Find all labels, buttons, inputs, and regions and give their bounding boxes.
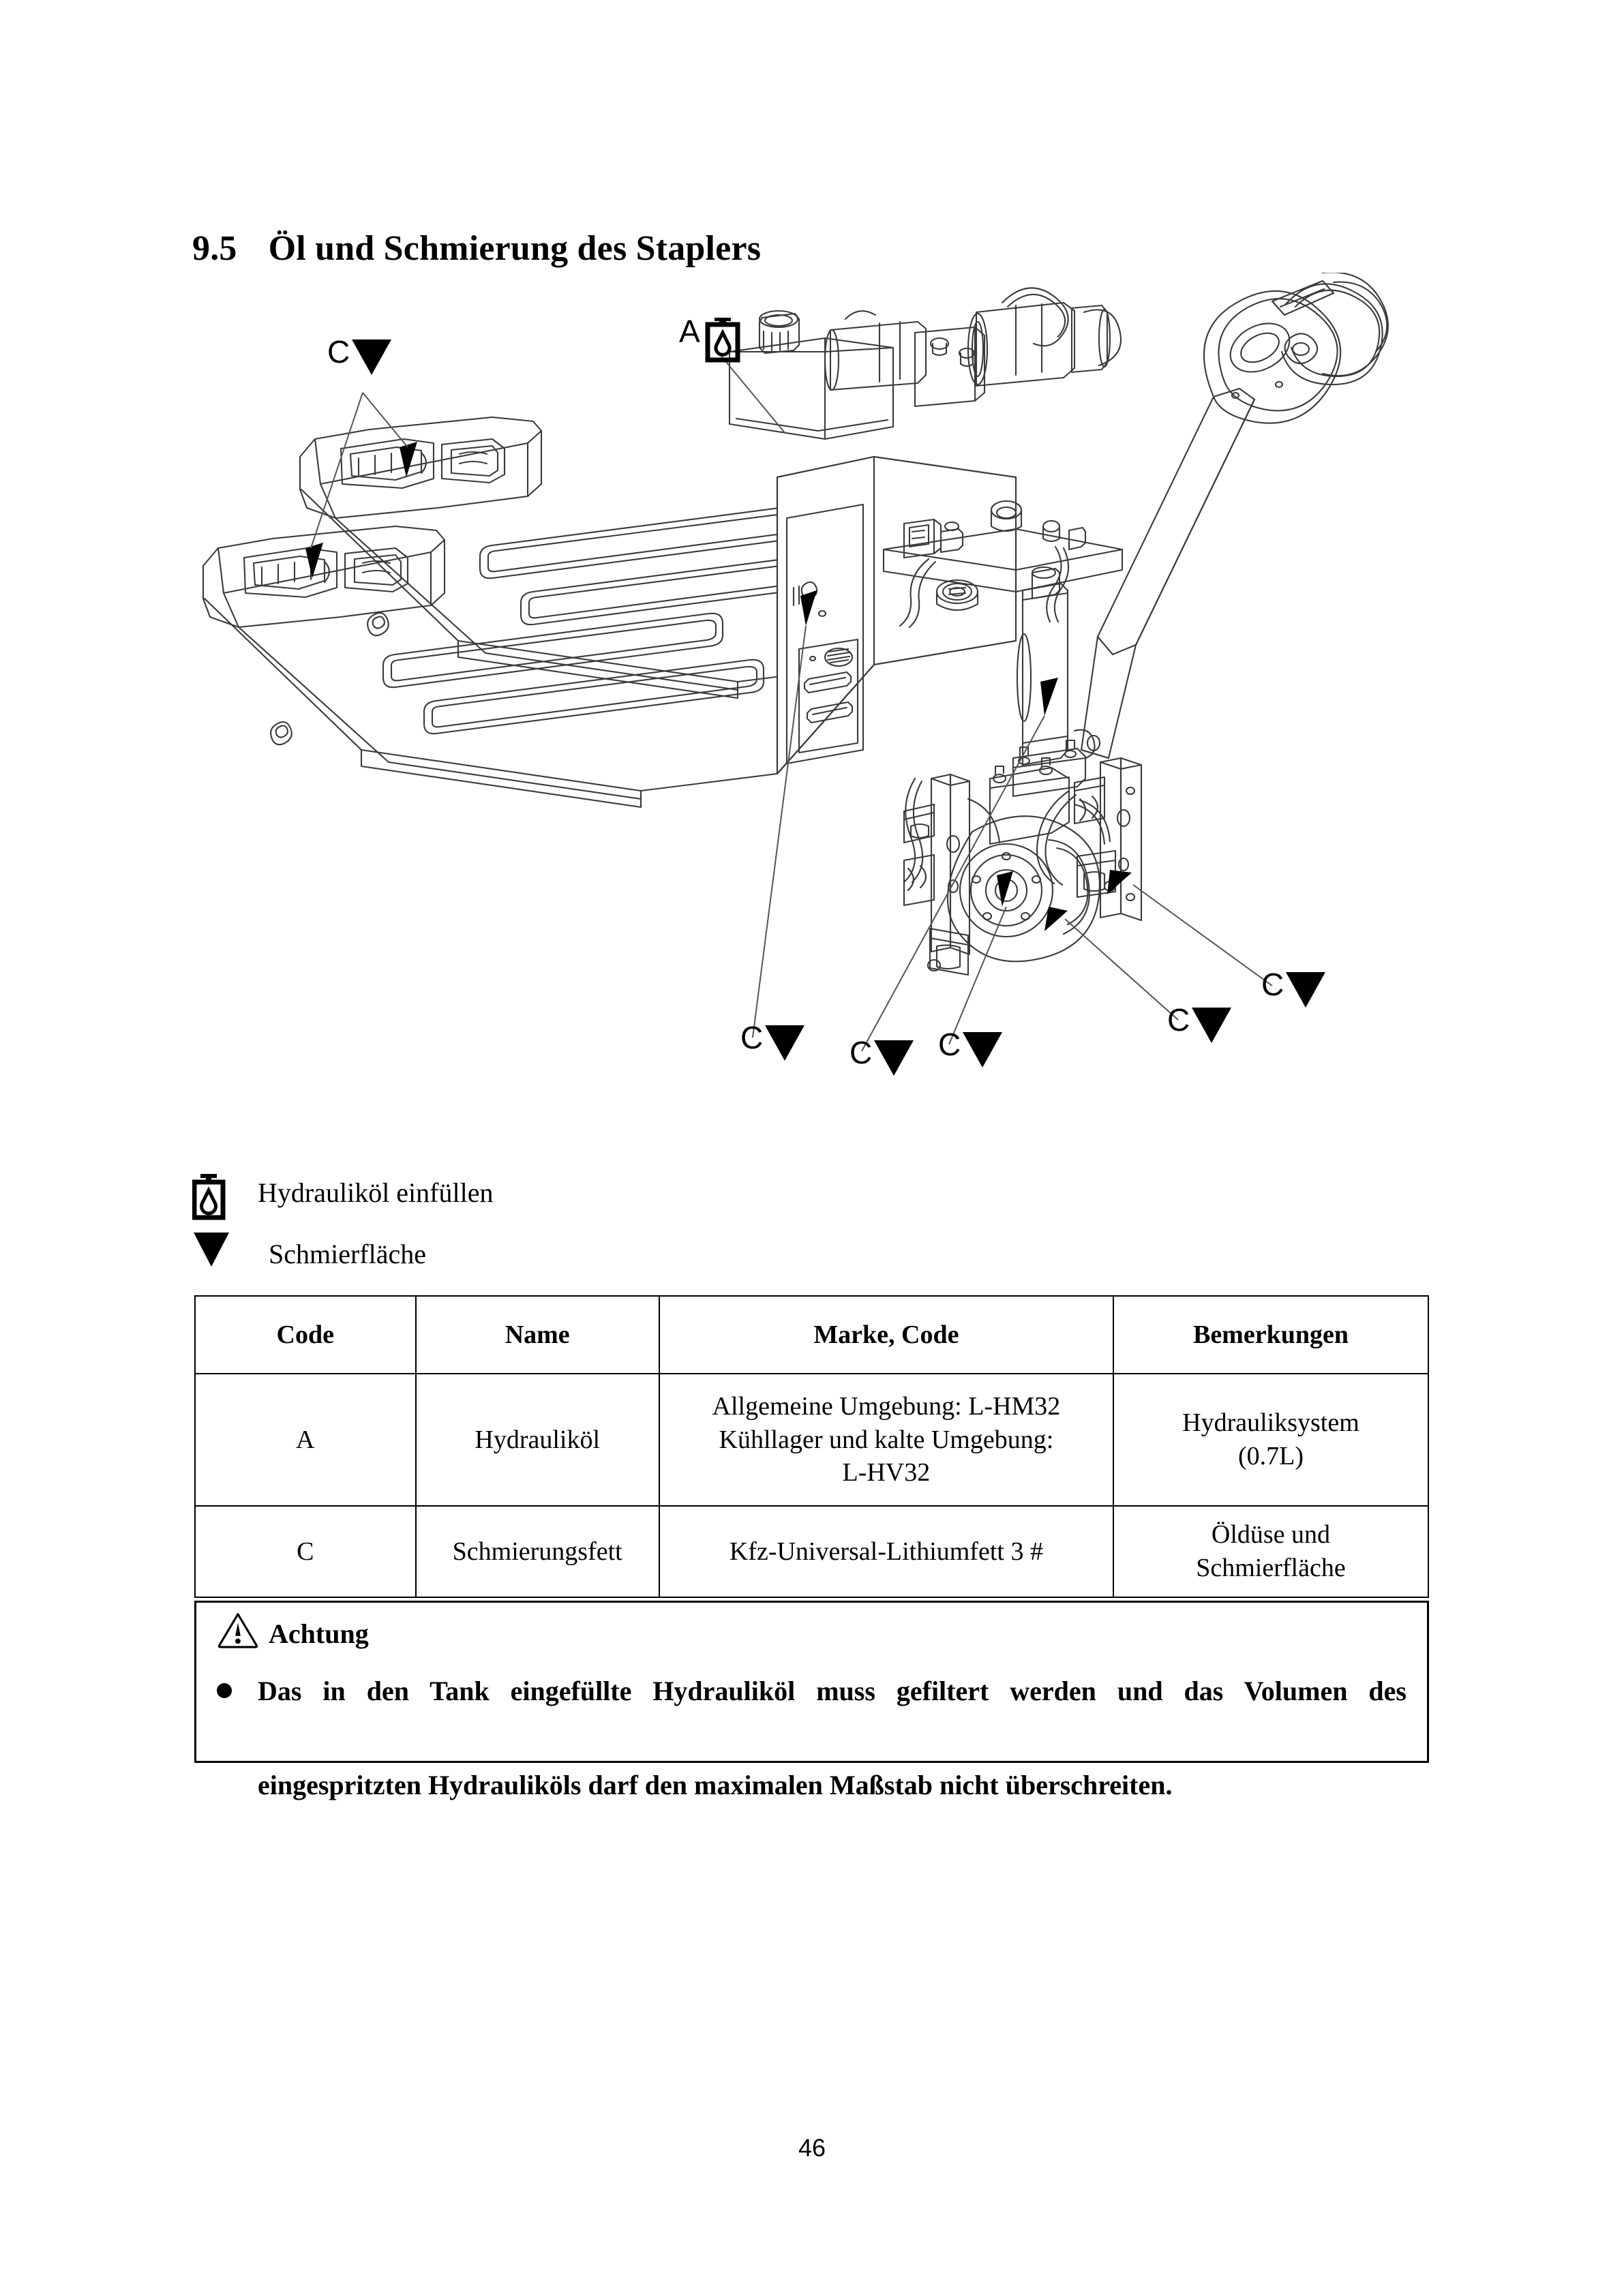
page-title bbox=[192, 228, 761, 269]
lubricant-spec-table bbox=[194, 1295, 1429, 1598]
bemerkung-line-1: Öldüse und bbox=[1211, 1520, 1331, 1550]
warning-triangle-icon bbox=[217, 1611, 259, 1649]
marke-line-1: Allgemeine Umgebung: L-HM32 bbox=[712, 1392, 1061, 1421]
bemerkung-line-1: Hydrauliksystem bbox=[1182, 1408, 1359, 1438]
warning-text-line-1: Das in den Tank eingefüllte Hydrauliköl muss gefiltert werden und das Volumen des bbox=[258, 1676, 1407, 1706]
figure-callout-c-4 bbox=[938, 1027, 1002, 1068]
heading-number: 9.5 bbox=[192, 228, 237, 268]
heading-text: Öl und Schmierung des Staplers bbox=[268, 228, 762, 268]
figure-callout-c-1 bbox=[327, 334, 391, 375]
figure-legend bbox=[192, 1174, 1283, 1288]
figure-callout-letter-c: C bbox=[849, 1035, 873, 1070]
bemerkung-line-2: Schmierfläche bbox=[1196, 1554, 1346, 1582]
legend-item-lubrication bbox=[192, 1231, 1283, 1288]
figure-callout-c-6 bbox=[740, 1020, 805, 1061]
legend-label-oil-fill: Hydrauliköl einfüllen bbox=[258, 1177, 494, 1208]
cell-code: C bbox=[195, 1506, 416, 1597]
table-header-code: Code bbox=[195, 1296, 416, 1374]
bemerkung-line-2: (0.7L) bbox=[1237, 1442, 1304, 1470]
warning-callout-box bbox=[194, 1601, 1429, 1800]
table-row bbox=[195, 1374, 1428, 1506]
table-header-name: Name bbox=[416, 1296, 659, 1374]
figure-callout-c-3 bbox=[1167, 1002, 1231, 1043]
cell-code: A bbox=[195, 1374, 416, 1506]
page-number: 46 bbox=[798, 2134, 826, 2162]
table-header-row bbox=[195, 1296, 1428, 1374]
legend-label-lubrication: Schmierfläche bbox=[269, 1239, 426, 1269]
figure-callout-letter-c: C bbox=[327, 334, 350, 369]
cell-bemerkungen bbox=[1113, 1374, 1428, 1506]
figure-callout-letter-c: C bbox=[1167, 1002, 1190, 1038]
figure-callout-c-5 bbox=[849, 1035, 914, 1076]
warning-text-line-2: eingespritzten Hydrauliköls darf den maximalen Maßstab nicht überschreiten. bbox=[258, 1769, 1173, 1800]
marke-line-2: Kühllager und kalte Umgebung: bbox=[719, 1425, 1054, 1454]
warning-text bbox=[258, 1668, 1407, 1809]
marke-line-3: L-HV32 bbox=[842, 1458, 931, 1487]
warning-header bbox=[217, 1611, 369, 1649]
figure-callout-a bbox=[679, 314, 738, 360]
figure-callout-letter-a: A bbox=[679, 314, 700, 349]
bullet-point-icon bbox=[217, 1683, 232, 1698]
table-header-marke: Marke, Code bbox=[659, 1296, 1113, 1374]
cell-bemerkungen bbox=[1113, 1506, 1428, 1597]
table-header-bemerkungen: Bemerkungen bbox=[1113, 1296, 1428, 1374]
table-row bbox=[195, 1506, 1428, 1597]
cell-marke: Kfz-Universal-Lithiumfett 3 # bbox=[659, 1506, 1113, 1597]
warning-body bbox=[217, 1668, 1407, 1809]
cell-name: Hydrauliköl bbox=[416, 1374, 659, 1506]
figure-callout-letter-c: C bbox=[938, 1027, 961, 1062]
warning-title: Achtung bbox=[269, 1618, 369, 1649]
legend-item-oil-fill bbox=[192, 1174, 1283, 1231]
lubrication-triangle-icon bbox=[192, 1231, 240, 1279]
cell-marke bbox=[659, 1374, 1113, 1506]
pallet-truck-lubrication-diagram bbox=[191, 273, 1459, 1159]
figure-callout-c-2 bbox=[1261, 967, 1325, 1008]
figure-callout-letter-c: C bbox=[1261, 967, 1284, 1002]
oil-can-icon bbox=[192, 1174, 240, 1222]
cell-name: Schmierungsfett bbox=[416, 1506, 659, 1597]
figure-callout-letter-c: C bbox=[740, 1020, 764, 1055]
